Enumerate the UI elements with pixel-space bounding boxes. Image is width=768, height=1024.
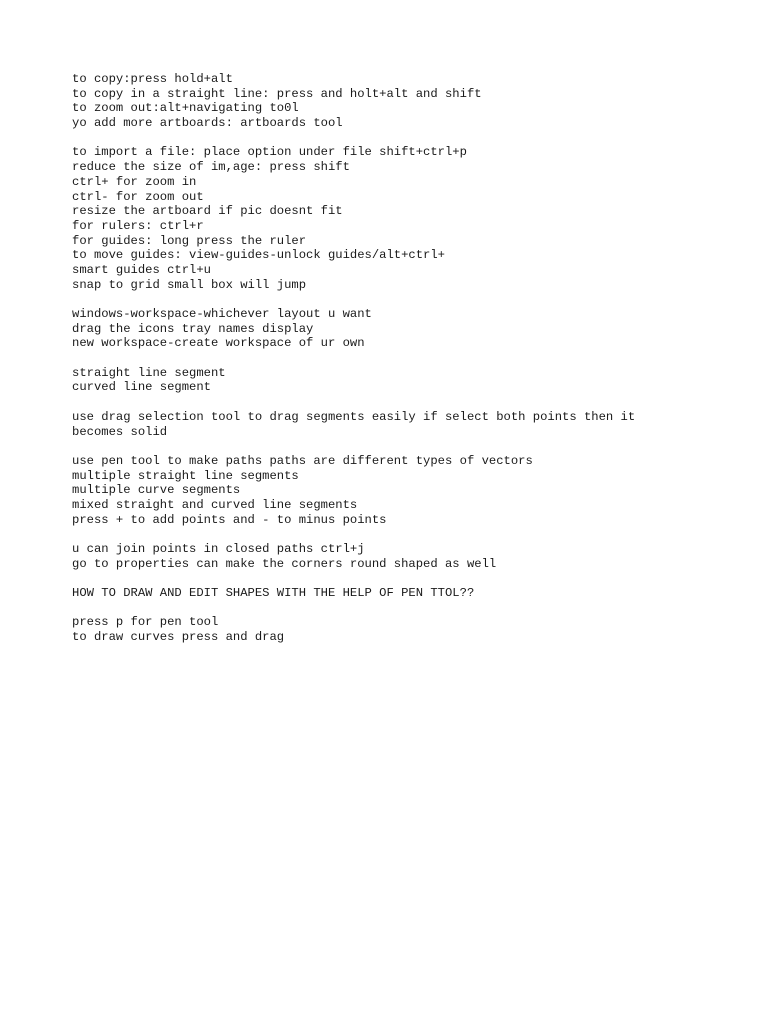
paragraph-join-points: [72, 542, 732, 571]
text-line: to zoom out:alt+navigating to0l: [72, 101, 299, 116]
text-line: new workspace-create workspace of ur own: [72, 336, 365, 351]
paragraph-pen-tool-paths: [72, 454, 732, 527]
text-line: use pen tool to make paths paths are different types of vectors: [72, 453, 533, 468]
text-line: mixed straight and curved line segments: [72, 497, 358, 512]
text-line: snap to grid small box will jump: [72, 277, 307, 292]
text-line: ctrl- for zoom out: [72, 189, 204, 204]
paragraph-segments: [72, 366, 732, 395]
text-line: to copy in a straight line: press and holt+alt and shift: [72, 86, 482, 101]
text-line: to draw curves press and drag: [72, 630, 285, 645]
text-line: press + to add points and - to minus points: [72, 512, 387, 527]
text-line: becomes solid: [72, 424, 168, 439]
text-line: drag the icons tray names display: [72, 321, 314, 336]
notes-body: [72, 72, 732, 660]
section-heading: HOW TO DRAW AND EDIT SHAPES WITH THE HELP OF PEN TTOL??: [72, 586, 475, 601]
text-line: yo add more artboards: artboards tool: [72, 116, 343, 131]
paragraph-copy-shortcuts: [72, 72, 732, 131]
text-line: windows-workspace-whichever layout u want: [72, 307, 372, 321]
paragraph-workspace: [72, 307, 732, 351]
text-line: for guides: long press the ruler: [72, 233, 307, 248]
paragraph-heading: [72, 586, 732, 601]
text-line: go to properties can make the corners round shaped as well: [72, 556, 497, 571]
text-line: smart guides ctrl+u: [72, 262, 211, 277]
text-line: u can join points in closed paths ctrl+j: [72, 542, 365, 556]
paragraph-import-and-guides: [72, 145, 732, 292]
text-line: curved line segment: [72, 380, 211, 395]
text-line: press p for pen tool: [72, 615, 219, 630]
text-line: ctrl+ for zoom in: [72, 174, 197, 189]
text-line: resize the artboard if pic doesnt fit: [72, 204, 343, 219]
text-line: to move guides: view-guides-unlock guides/alt+ctrl+: [72, 248, 445, 263]
text-line: for rulers: ctrl+r: [72, 218, 204, 233]
text-line: to import a file: place option under file shift+ctrl+p: [72, 145, 467, 160]
paragraph-pen-shortcuts: [72, 615, 732, 644]
text-line: multiple straight line segments: [72, 468, 299, 483]
text-line: reduce the size of im,age: press shift: [72, 160, 350, 175]
text-line: multiple curve segments: [72, 483, 241, 498]
text-line: use drag selection tool to drag segments easily if select both points then it: [72, 409, 636, 424]
text-line: to copy:press hold+alt: [72, 72, 233, 86]
text-line: straight line segment: [72, 365, 226, 380]
paragraph-drag-selection: [72, 410, 732, 439]
